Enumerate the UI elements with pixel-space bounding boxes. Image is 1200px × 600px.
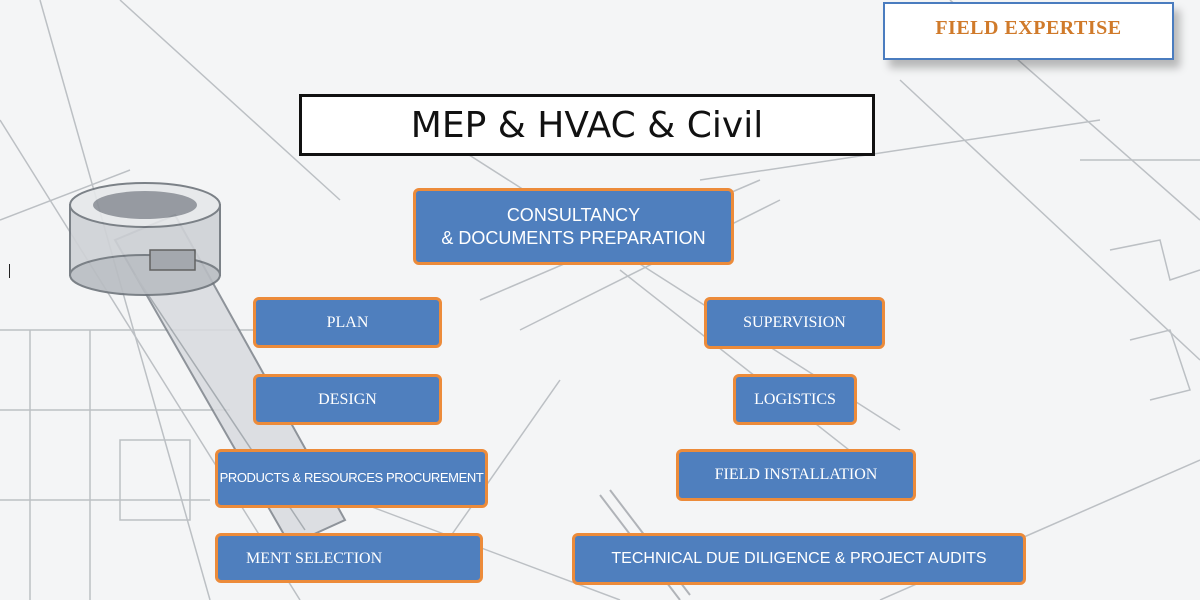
technical-audits-box: TECHNICAL DUE DILIGENCE & PROJECT AUDITS [572, 533, 1026, 585]
plan-box: PLAN [253, 297, 442, 348]
procurement-box: PRODUCTS & RESOURCES PROCUREMENT [215, 449, 488, 508]
field-installation-box: FIELD INSTALLATION [676, 449, 916, 501]
page-title-box [299, 94, 875, 156]
cylinder-part [70, 183, 220, 295]
badge-label: FIELD EXPERTISE [935, 16, 1122, 39]
field-expertise-badge [883, 2, 1174, 60]
design-box: DESIGN [253, 374, 442, 425]
logistics-box: LOGISTICS [733, 374, 857, 425]
supervision-box: SUPERVISION [704, 297, 885, 349]
page-title: MEP & HVAC & Civil [410, 104, 764, 146]
consultancy-box: CONSULTANCY & DOCUMENTS PREPARATION [413, 188, 734, 265]
text-cursor [9, 264, 10, 278]
selection-box: MENT SELECTION [215, 533, 483, 583]
